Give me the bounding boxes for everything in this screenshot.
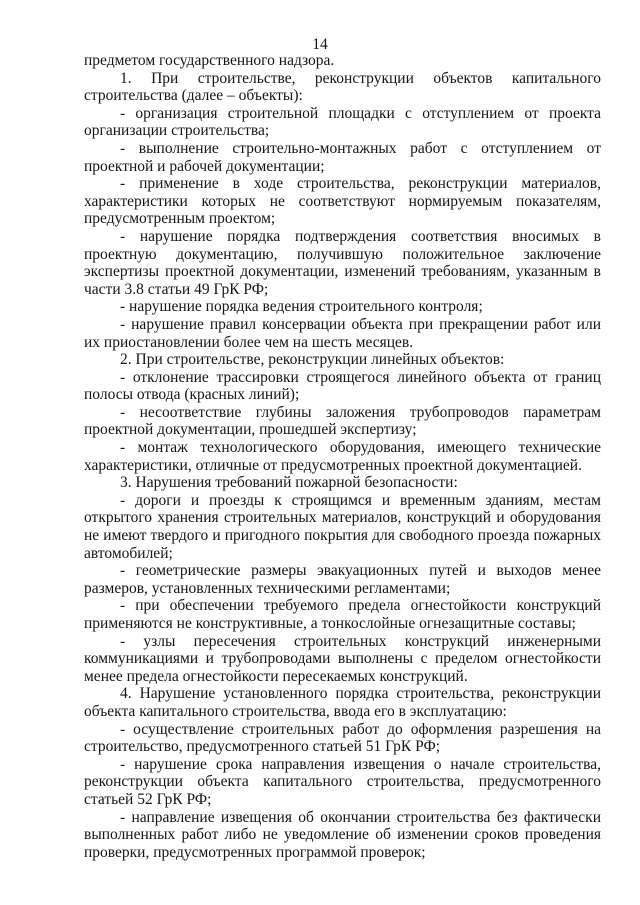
paragraph: - организация строительной площадки с отступлением от проекта организации строительства; [84,104,601,140]
paragraph: 3. Нарушения требований пожарной безопасности: [120,474,458,492]
paragraph: - несоответствие глубины заложения трубопроводов параметрам проектной документации, прошедшей экспертизу; [84,403,601,439]
paragraph: - нарушение порядка подтверждения соответствия вносимых в проектную документацию, получившую положительное заключение экспертизы проектной документации, изменений требованиям, указанным в части 3.8 статьи 49 ГрК РФ; [84,227,601,298]
page-number: 14 [312,36,328,53]
paragraph: - отклонение трассировки строящегося линейного объекта от границ полосы отвода (красных линий); [84,368,601,404]
paragraph: - монтаж технологического оборудования, имеющего технические характеристики, отличные от предусмотренных проектной документацией. [84,439,601,474]
paragraph: - нарушение правил консервации объекта при прекращении работ или их приостановлении более чем на шесть месяцев. [84,315,601,351]
paragraph: - нарушение срока направления извещения о начале строительства, реконструкции объекта капитального строительства, предусмотренного статьей 52 ГрК РФ; [84,755,601,808]
paragraph: 2. При строительстве, реконструкции линейных объектов: [120,351,505,369]
paragraph: 4. Нарушение установленного порядка строительства, реконструкции объекта капитального строительства, ввода его в эксплуатацию: [84,685,601,720]
paragraph: предметом государственного надзора. [84,52,335,69]
paragraph: - выполнение строительно-монтажных работ с отступлением от проектной и рабочей документации; [84,139,601,175]
paragraph: - узлы пересечения строительных конструкций инженерными коммуникациями и трубопроводами выполнены с пределом огнестойкости менее предела огнестойкости пересекаемых конструкций. [84,632,601,685]
paragraph: - дороги и проезды к строящимся и временным зданиям, местам открытого хранения строительных материалов, конструкций и оборудования не имеют твердого и пригодного покрытия для свободного проезда пожарных автомобилей; [84,491,601,562]
paragraph: 1. При строительстве, реконструкции объектов капитального строительства (далее – объекты): [84,69,601,105]
paragraph: - при обеспечении требуемого предела огнестойкости конструкций применяются не конструктивные, а тонкослойные огнезащитные составы; [84,597,601,632]
paragraph: - нарушение порядка ведения строительного контроля; [120,298,483,316]
paragraph: - применение в ходе строительства, реконструкции материалов, характеристики которых не соответствуют нормируемым показателям, предусмотренным проектом; [84,175,601,228]
document-body [84,52,601,861]
paragraph: - осуществление строительных работ до оформления разрешения на строительство, предусмотренного статьей 51 ГрК РФ; [84,720,601,756]
paragraph: - геометрические размеры эвакуационных путей и выходов менее размеров, установленных техническими регламентами; [84,562,601,597]
paragraph: - направление извещения об окончании строительства без фактически выполненных работ либо не уведомление об изменении сроков проведения проверки, предусмотренных программой проверок; [84,808,601,861]
